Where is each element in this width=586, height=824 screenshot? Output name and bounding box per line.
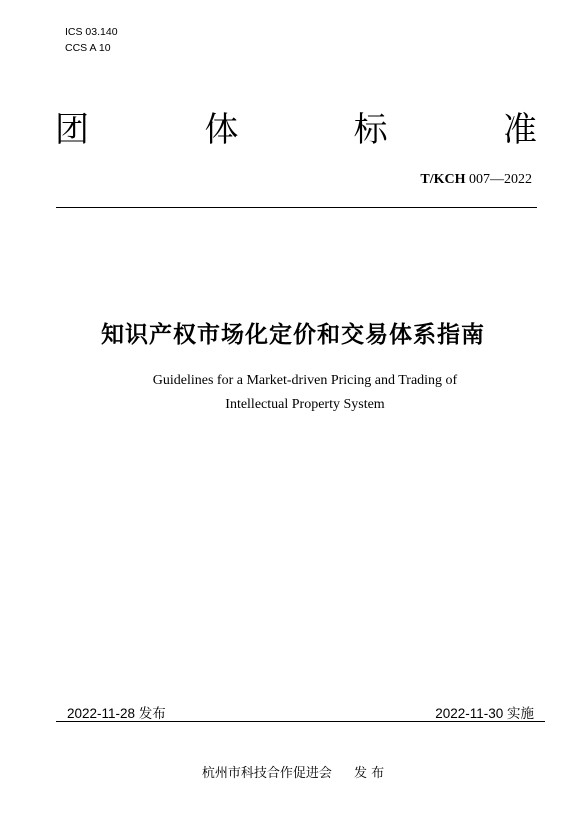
standard-number-prefix: T/KCH [420, 172, 466, 187]
standard-number-value: 007—2022 [465, 172, 532, 187]
title-en-line-1: Guidelines for a Market-driven Pricing and Trading of [152, 373, 458, 388]
issue-date: 2022-11-28 发布 [67, 706, 166, 721]
ics-code: ICS 03.140 [65, 26, 118, 38]
standard-type-char: 团 [55, 110, 89, 150]
document-title-zh: 知识产权市场化定价和交易体系指南 [101, 322, 485, 348]
standard-number [420, 172, 532, 188]
publisher-line [0, 762, 586, 781]
document-title-en [100, 369, 510, 417]
implementation-date: 2022-11-30 实施 [435, 706, 534, 721]
standard-type-heading [55, 107, 537, 153]
bottom-divider [56, 721, 545, 722]
standard-type-char: 体 [204, 110, 239, 150]
classification-codes [65, 24, 118, 56]
standard-type-char: 准 [502, 110, 537, 150]
standard-type-char: 标 [353, 110, 388, 150]
publisher-name: 杭州市科技合作促进会 [201, 766, 332, 781]
top-divider [56, 207, 537, 208]
title-en-line-2: Intellectual Property System [225, 397, 385, 412]
ccs-code: CCS A 10 [65, 42, 111, 54]
publisher-action: 发 布 [353, 766, 385, 781]
